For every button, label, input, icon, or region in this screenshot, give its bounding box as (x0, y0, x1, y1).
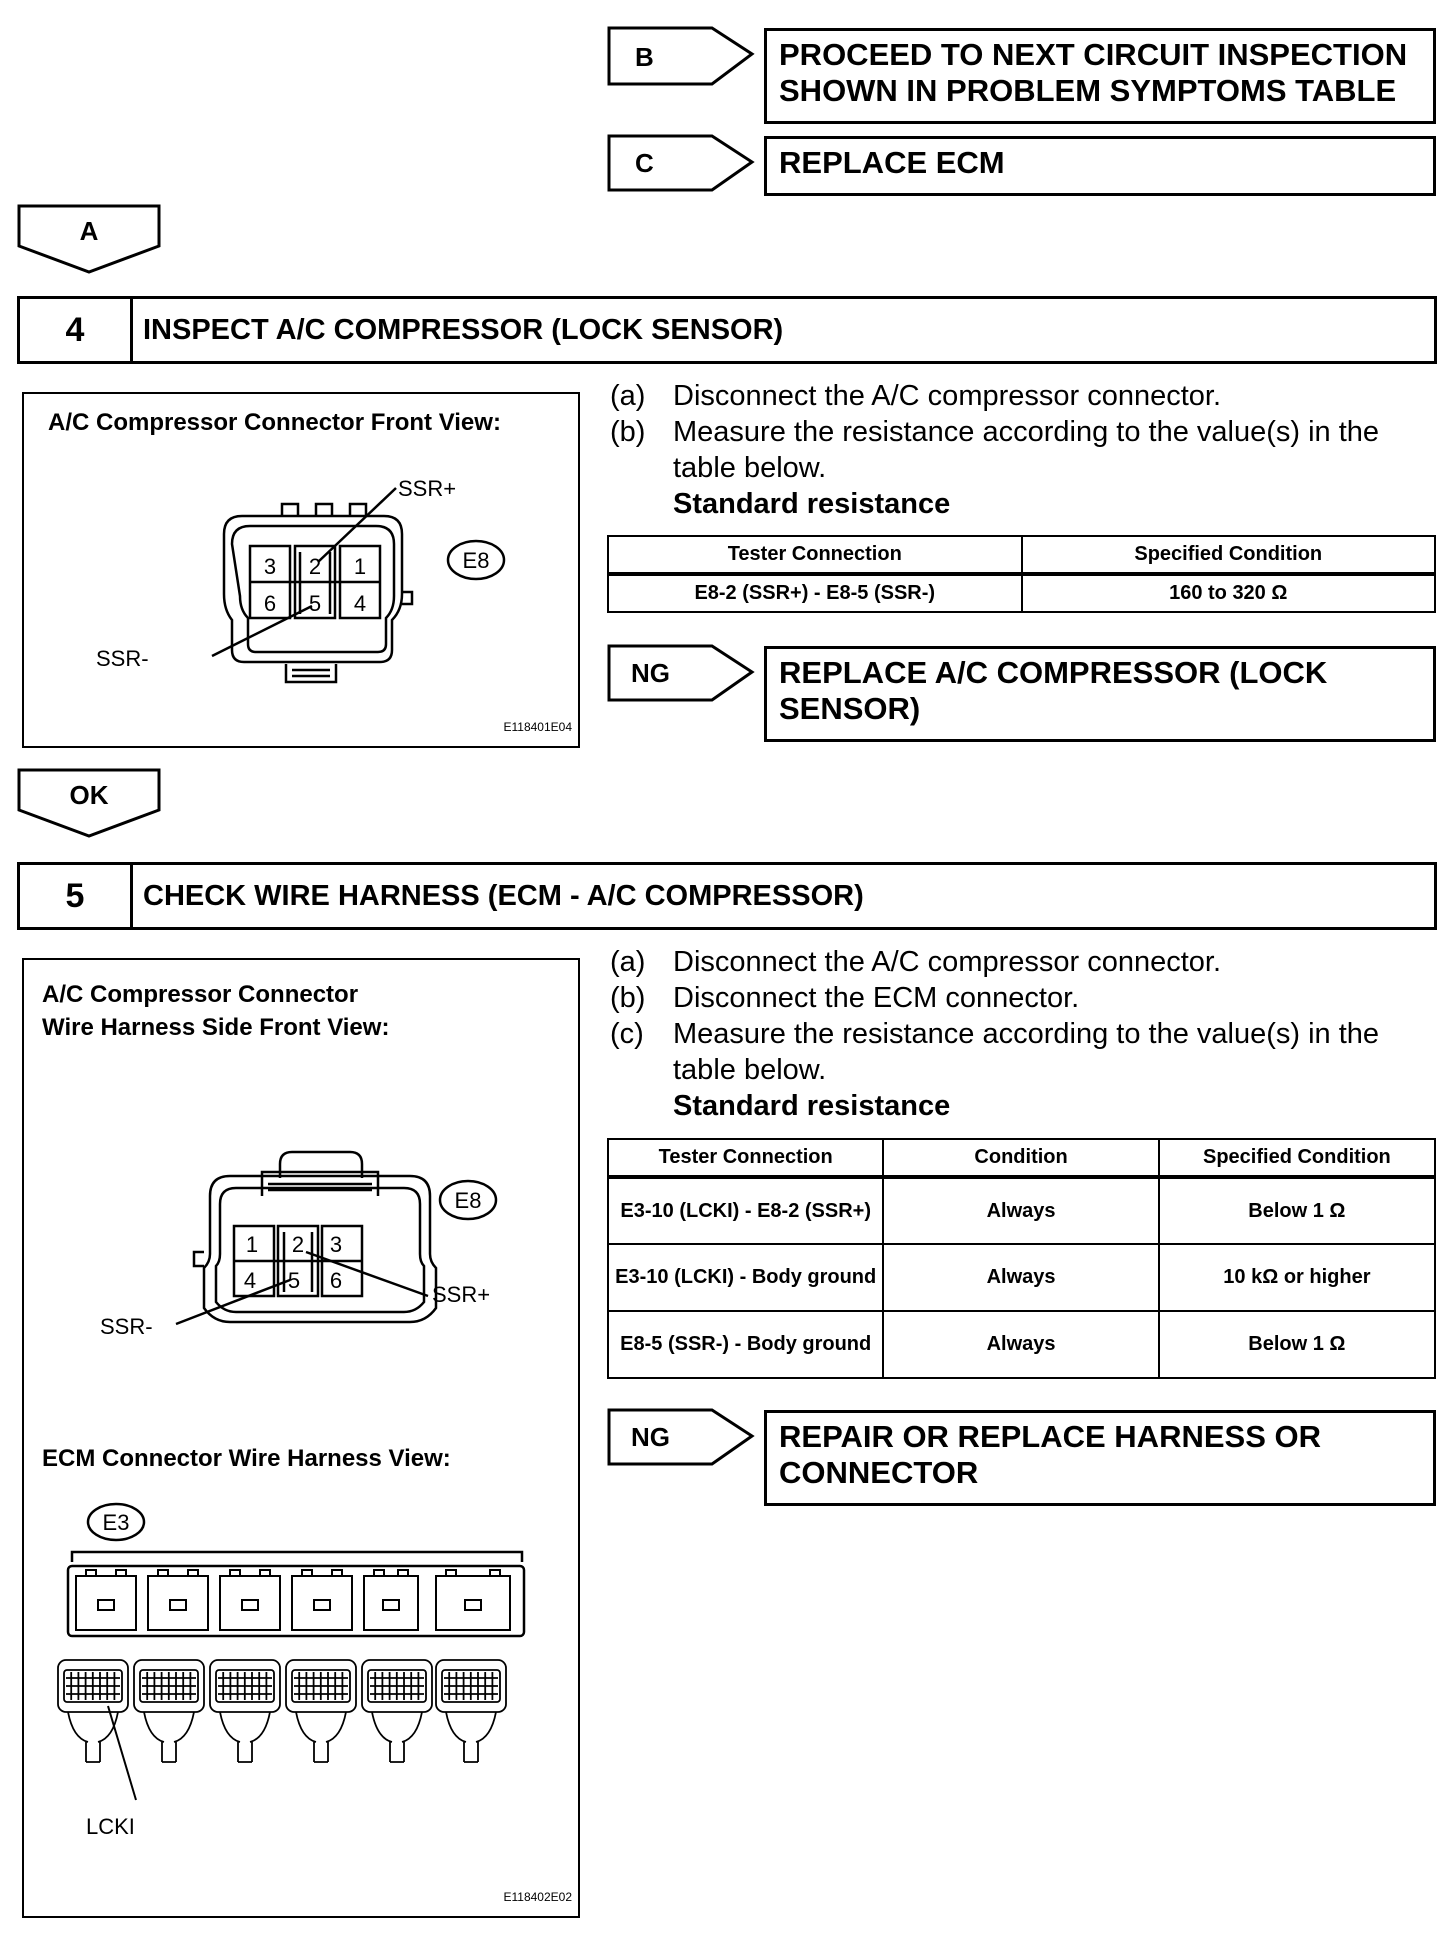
table-cell: 160 to 320 Ω (1022, 574, 1436, 612)
step-4-ng-label: NG (631, 658, 670, 688)
result-box-c (764, 136, 1436, 196)
table-cell: Always (883, 1177, 1158, 1244)
step-4-pin-5: 5 (308, 591, 322, 616)
step-4-number: 4 (20, 299, 133, 361)
instruction-text: Disconnect the A/C compressor connector. (673, 946, 1222, 978)
step-4-pin-6: 6 (263, 591, 277, 616)
step-4-ng-result (764, 646, 1436, 742)
step-4-standard-label: Standard resistance (673, 488, 951, 520)
step-5-instruction-a (610, 944, 1423, 980)
step-5-ng-tag (607, 1408, 757, 1468)
step-5-instruction-c (610, 1016, 1423, 1088)
step-5-pin-5: 5 (287, 1268, 301, 1293)
instruction-text: Disconnect the A/C compressor connector. (673, 380, 1222, 412)
step-5-figure-title-line-2: Wire Harness Side Front View: (42, 1014, 390, 1041)
step-4-figure-title: A/C Compressor Connector Front View: (48, 409, 501, 436)
flow-tag-a (17, 204, 163, 276)
step-5-standard-row (610, 1088, 1423, 1124)
step-4-figure (22, 392, 580, 748)
step-4-pin-1: 1 (353, 554, 367, 579)
table-cell: E8-2 (SSR+) - E8-5 (SSR-) (608, 574, 1022, 612)
step-5-figure-code: E118402E02 (503, 1890, 572, 1904)
instruction-letter: (a) (610, 380, 646, 412)
result-tag-b (607, 26, 757, 90)
instruction-letter: (b) (610, 982, 646, 1014)
instruction-text: Measure the resistance according to the value(s) in the table below. (673, 416, 1380, 484)
flow-tag-a-label: A (79, 216, 99, 246)
result-c-line-1: REPLACE ECM (779, 145, 1005, 180)
step-4-instruction-a (610, 378, 1423, 414)
step-5-connector-id: E8 (454, 1188, 482, 1213)
instruction-text: Disconnect the ECM connector. (673, 982, 1080, 1014)
step-4-spec-table (607, 535, 1436, 613)
ecm-socket-block (76, 1576, 136, 1630)
table-cell: E8-5 (SSR-) - Body ground (608, 1311, 883, 1378)
table-header: Tester Connection (608, 1139, 883, 1177)
result-box-b (764, 28, 1436, 124)
result-tag-b-label: B (635, 42, 654, 72)
step-5-ssr-minus-label: SSR- (100, 1314, 153, 1339)
step-5-pin-6: 6 (329, 1268, 343, 1293)
step-5-pin-4: 4 (243, 1268, 257, 1293)
step-5-instruction-b (610, 980, 1423, 1016)
step-5-number: 5 (20, 865, 133, 927)
table-cell: E3-10 (LCKI) - E8-2 (SSR+) (608, 1177, 883, 1244)
step-5-ng-label: NG (631, 1422, 670, 1452)
flow-tag-ok-label: OK (69, 780, 109, 810)
table-cell: Always (883, 1244, 1158, 1311)
instruction-letter: (a) (610, 946, 646, 978)
ecm-socket-block (220, 1576, 280, 1630)
step-5-header (17, 862, 1437, 930)
instruction-text: Measure the resistance according to the value(s) in the table below. (673, 1018, 1380, 1086)
step-4-instruction-b (610, 414, 1423, 486)
table-cell: Below 1 Ω (1159, 1177, 1435, 1244)
step-5-ng-line-1: REPAIR OR REPLACE HARNESS OR (779, 1419, 1321, 1454)
table-cell: Always (883, 1311, 1158, 1378)
result-b-line-1: PROCEED TO NEXT CIRCUIT INSPECTION (779, 37, 1408, 72)
table-header: Tester Connection (608, 536, 1022, 574)
table-row (608, 1177, 1435, 1244)
table-header: Condition (883, 1139, 1158, 1177)
step-4-pin-3: 3 (263, 554, 277, 579)
step-5-figure (22, 958, 580, 1918)
step-5-ssr-plus-label: SSR+ (432, 1282, 491, 1307)
instruction-letter: (c) (610, 1018, 644, 1050)
step-5-figure-title-line-1: A/C Compressor Connector (42, 981, 359, 1008)
step-4-ng-line-2: SENSOR) (779, 691, 921, 726)
ecm-socket-block (292, 1576, 352, 1630)
step-4-standard-row (610, 486, 1423, 522)
step-4-header (17, 296, 1437, 364)
step-4-pin-2: 2 (308, 554, 322, 579)
step-4-instructions (610, 378, 1423, 522)
step-5-spec-table (607, 1138, 1436, 1379)
step-5-standard-label: Standard resistance (673, 1090, 951, 1122)
step-4-ng-tag (607, 644, 757, 704)
result-tag-c (607, 134, 757, 194)
instruction-letter: (b) (610, 416, 646, 448)
step-5-ng-result (764, 1410, 1436, 1506)
step-5-pin-2: 2 (291, 1232, 305, 1257)
step-4-connector-drawing (24, 394, 580, 748)
step-5-instructions (610, 944, 1423, 1124)
table-row (608, 1311, 1435, 1378)
flow-tag-ok (17, 768, 163, 840)
ecm-connector-id: E3 (102, 1510, 130, 1535)
table-header: Specified Condition (1159, 1139, 1435, 1177)
step-5-ng-line-2: CONNECTOR (779, 1455, 979, 1490)
table-row (608, 1244, 1435, 1311)
ecm-connector-drawing (24, 1500, 580, 1860)
step-4-ng-line-1: REPLACE A/C COMPRESSOR (LOCK (779, 655, 1328, 690)
table-row (608, 574, 1435, 612)
ecm-socket-block (436, 1576, 510, 1630)
step-4-figure-code: E118401E04 (503, 720, 572, 734)
step-5-pin-1: 1 (245, 1232, 259, 1257)
step-4-ssr-plus-label: SSR+ (398, 476, 457, 501)
table-cell: 10 kΩ or higher (1159, 1244, 1435, 1311)
table-header: Specified Condition (1022, 536, 1436, 574)
step-4-title: INSPECT A/C COMPRESSOR (LOCK SENSOR) (143, 313, 784, 346)
step-5-title: CHECK WIRE HARNESS (ECM - A/C COMPRESSOR) (143, 879, 864, 912)
result-b-line-2: SHOWN IN PROBLEM SYMPTOMS TABLE (779, 73, 1397, 108)
table-cell: Below 1 Ω (1159, 1311, 1435, 1378)
step-5-pin-3: 3 (329, 1232, 343, 1257)
step-4-pin-4: 4 (353, 591, 367, 616)
ecm-socket-block (364, 1576, 418, 1630)
ecm-socket-block (148, 1576, 208, 1630)
ecm-connector-title: ECM Connector Wire Harness View: (42, 1445, 451, 1472)
result-tag-c-label: C (635, 148, 654, 178)
table-cell: E3-10 (LCKI) - Body ground (608, 1244, 883, 1311)
step-4-ssr-minus-label: SSR- (96, 646, 149, 671)
lcki-label: LCKI (86, 1814, 135, 1839)
step-4-connector-id: E8 (462, 548, 490, 573)
